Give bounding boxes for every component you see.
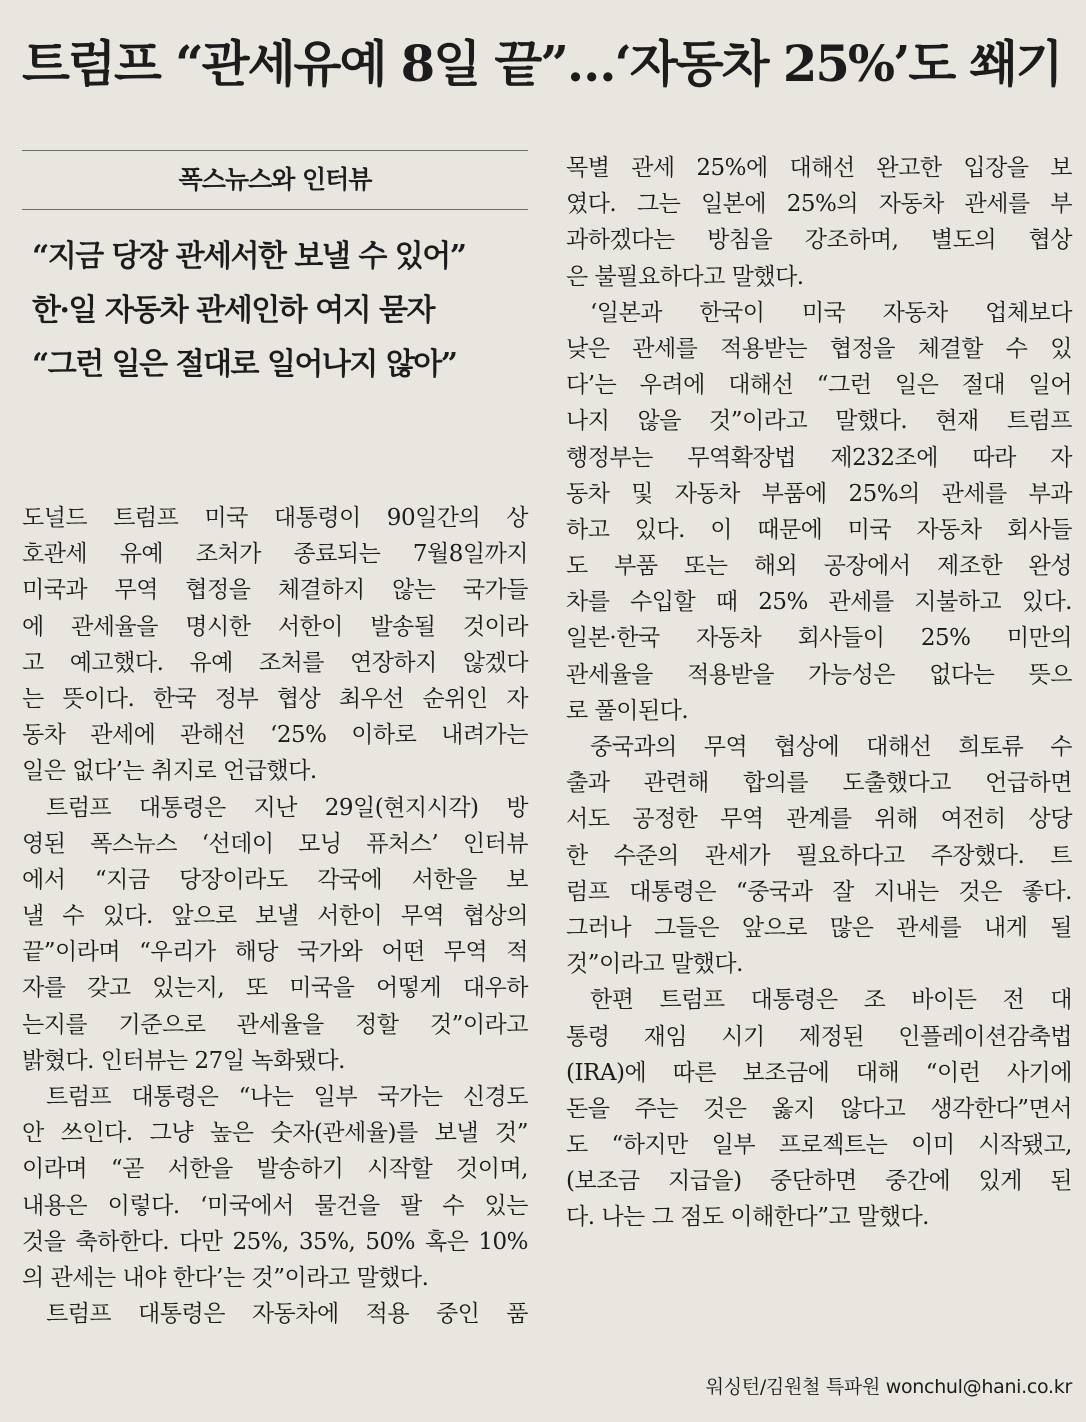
body-line: 도 부품 또는 해외 공장에서 제조한 완성 (566, 553, 1072, 580)
body-line: 하고 있다. 이 때문에 미국 자동차 회사들 (566, 516, 1072, 543)
body-line: 한 수준의 관세가 필요하다고 주장했다. 트 (566, 842, 1072, 869)
left-column (22, 150, 528, 1332)
right-column (566, 150, 1072, 1236)
body-line: 출과 관련해 합의를 도출했다고 언급하면 (566, 770, 1072, 797)
body-line: 것을 축하한다. 다만 25%, 35%, 50% 혹은 10% (22, 1228, 528, 1255)
subhead: “지금 당장 관세서한 보낼 수 있어” (32, 239, 466, 274)
body-line: 일은 없다’는 취지로 언급했다. (22, 758, 317, 785)
body-line: 한편 트럼프 대통령은 조 바이든 전 대 (590, 987, 1072, 1014)
subheads (32, 230, 528, 392)
body-line: 낮은 관세를 적용받는 협정을 체결할 수 있 (566, 335, 1072, 362)
body-line: 중국과의 무역 협상에 대해선 희토류 수 (590, 734, 1072, 760)
body-line: 럼프 대통령은 “중국과 잘 지내는 것은 좋다. (566, 878, 1072, 905)
body-line: 에서 “지금 당장이라도 각국에 서한을 보 (22, 866, 528, 893)
body-line: 고 예고했다. 유예 조처를 연장하지 않겠다 (22, 649, 528, 676)
body-line: (IRA)에 따른 보조금에 대해 “이런 사기에 (566, 1059, 1072, 1086)
body-line: 다. 나는 그 점도 이해한다”고 말했다. (566, 1204, 929, 1231)
body-line: (보조금 지급을) 중단하면 중간에 있게 된 (566, 1168, 1072, 1195)
body-line: 안 쓰인다. 그냥 높은 숫자(관세율)를 보낼 것” (22, 1120, 528, 1147)
subhead: “그런 일은 절대로 일어나지 않아” (32, 347, 457, 382)
body-line: 자를 갖고 있는지, 또 미국을 어떻게 대우하 (22, 975, 528, 1002)
body-line: 미국과 무역 협정을 체결하지 않는 국가들 (22, 577, 528, 604)
body-line: 은 불필요하다고 말했다. (566, 263, 804, 290)
body-line: 동차 및 자동차 부품에 25%의 관세를 부과 (566, 480, 1072, 507)
body-line: 관세율을 적용받을 가능성은 없다는 뜻으 (566, 661, 1072, 688)
body-line: 서도 공정한 무역 관계를 위해 여전히 상당 (566, 806, 1072, 833)
body-line: 밝혔다. 인터뷰는 27일 녹화됐다. (22, 1047, 345, 1074)
subhead: 한·일 자동차 관세인하 여지 묻자 (32, 293, 434, 328)
body-line: 영된 폭스뉴스 ‘선데이 모닝 퓨처스’ 인터뷰 (22, 830, 528, 857)
body-line: 통령 재임 시기 제정된 인플레이션감축법 (566, 1023, 1072, 1050)
kicker: 폭스뉴스와 인터뷰 (178, 165, 372, 194)
body-line: 였다. 그는 일본에 25%의 자동차 관세를 부 (566, 191, 1072, 218)
body-line: 일본·한국 자동차 회사들이 25% 미만의 (566, 625, 1072, 652)
body-line: 동차 관세에 관해선 ‘25% 이하로 내려가는 (22, 722, 528, 749)
body-line: 돈을 주는 것은 옳지 않다고 생각한다”면서 (566, 1095, 1072, 1122)
body-line: 낼 수 있다. 앞으로 보낼 서한이 무역 협상의 (22, 903, 528, 930)
headline: 트럼프 “관세유예 8일 끝”…‘자동차 25%’도 쐐기 (22, 34, 1062, 93)
body-line: 이라며 “곧 서한을 발송하기 시작할 것이며, (22, 1156, 528, 1183)
kicker-rule-bottom (22, 209, 528, 210)
body-line: 차를 수입할 때 25% 관세를 지불하고 있다. (566, 589, 1072, 616)
body-line: 의 관세는 내야 한다’는 것”이라고 말했다. (22, 1264, 429, 1291)
body-line: ‘일본과 한국이 미국 자동차 업체보다 (590, 299, 1072, 326)
body-line: 호관세 유예 조처가 종료되는 7월8일까지 (22, 541, 528, 568)
body-line: 목별 관세 25%에 대해선 완고한 입장을 보 (566, 155, 1072, 181)
body-line: 끝”이라며 “우리가 해당 국가와 어떤 무역 적 (22, 939, 528, 966)
body-line: 것”이라고 말했다. (566, 951, 743, 978)
body-line: 는 뜻이다. 한국 정부 협상 최우선 순위인 자 (22, 685, 528, 712)
body-line: 과하겠다는 방침을 강조하며, 별도의 협상 (566, 227, 1072, 254)
kicker-rule-top (22, 150, 528, 151)
body-line: 도 “하지만 일부 프로젝트는 이미 시작됐고, (566, 1132, 1072, 1159)
left-body-text (22, 500, 528, 1332)
right-body-text (566, 150, 1072, 1236)
body-line: 트럼프 대통령은 “나는 일부 국가는 신경도 (46, 1084, 528, 1110)
body-line: 는지를 기준으로 관세율을 정할 것”이라고 (22, 1011, 528, 1038)
body-line: 트럼프 대통령은 자동차에 적용 중인 품 (46, 1301, 528, 1328)
body-line: 트럼프 대통령은 지난 29일(현지시각) 방 (46, 794, 528, 821)
byline: 워싱턴/김원철 특파원 wonchul@hani.co.kr (705, 1376, 1072, 1398)
body-line: 도널드 트럼프 미국 대통령이 90일간의 상 (22, 505, 528, 531)
body-line: 그러나 그들은 앞으로 많은 관세를 내게 될 (566, 914, 1072, 941)
body-line: 내용은 이렇다. ‘미국에서 물건을 팔 수 있는 (22, 1192, 528, 1219)
body-line: 에 관세율을 명시한 서한이 발송될 것이라 (22, 613, 528, 640)
body-line: 다’는 우려에 대해선 “그런 일은 절대 일어 (566, 372, 1072, 399)
body-line: 로 풀이된다. (566, 697, 689, 724)
body-line: 나지 않을 것”이라고 말했다. 현재 트럼프 (566, 408, 1072, 435)
body-line: 행정부는 무역확장법 제232조에 따라 자 (566, 444, 1072, 471)
